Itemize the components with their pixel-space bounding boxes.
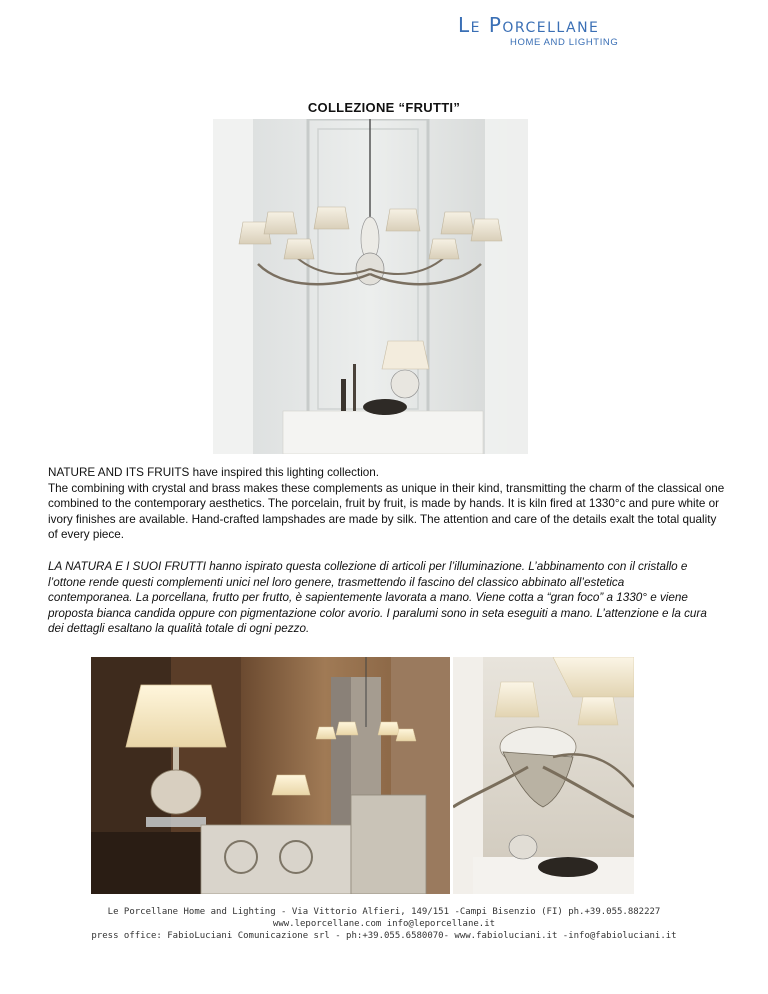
interior-photo (91, 657, 450, 894)
description-english-body: The combining with crystal and brass makes these complements as unique in their kind, transmitting the charm of the classical one combined to the contemporary aesthetics. The porcelain, fruit by fruit, is made by hands. It is kiln fired at 1330°c and pure white or ivory finishes are available. Hand-crafted lampshades are made by silk. The attention and care of the details exalt the total quality of every piece. (48, 481, 725, 542)
description-english (48, 465, 728, 543)
description-italian: LA NATURA E I SUOI FRUTTI hanno ispirato questa collezione di articoli per l’illuminazione. L’abbinamento con il cristallo e l’ottone rende questi complementi unici nel loro genere, trasmettendo il fascino del classico abbinato all’estetica contemporanea. La porcellana, frutto per frutto, è sapientemente lavorata a mano. Viene cotta a “gran foco” a 1330° e viene proposta bianca candida oppure con pigmentazione color avorio. I paralumi sono in seta eseguiti a mano. L’attenzione e la cura dei dettagli esaltano la qualità totale di ogni pezzo. (48, 560, 707, 636)
brand-tagline: HOME AND LIGHTING (510, 37, 619, 48)
footer-press-office: press office: FabioLuciani Comunicazione srl - ph:+39.055.6580070- www.fabioluciani.it -info@fabioluciani.it (91, 931, 677, 941)
description-english-lead: NATURE AND ITS FRUITS have inspired this lighting collection. (48, 466, 380, 479)
collection-title: COLLEZIONE “FRUTTI” (307, 100, 461, 115)
footer-contact (0, 906, 768, 942)
chandelier-photo (213, 119, 528, 454)
brand-logo (458, 14, 678, 48)
brand-name: Le Porcellane (458, 13, 600, 37)
footer-web-contact[interactable]: www.leporcellane.com info@leporcellane.it (272, 919, 496, 929)
chandelier-detail-photo (453, 657, 634, 894)
footer-address: Le Porcellane Home and Lighting - Via Vittorio Alfieri, 149/151 -Campi Bisenzio (FI) ph.+39.055.882227 (107, 907, 661, 917)
